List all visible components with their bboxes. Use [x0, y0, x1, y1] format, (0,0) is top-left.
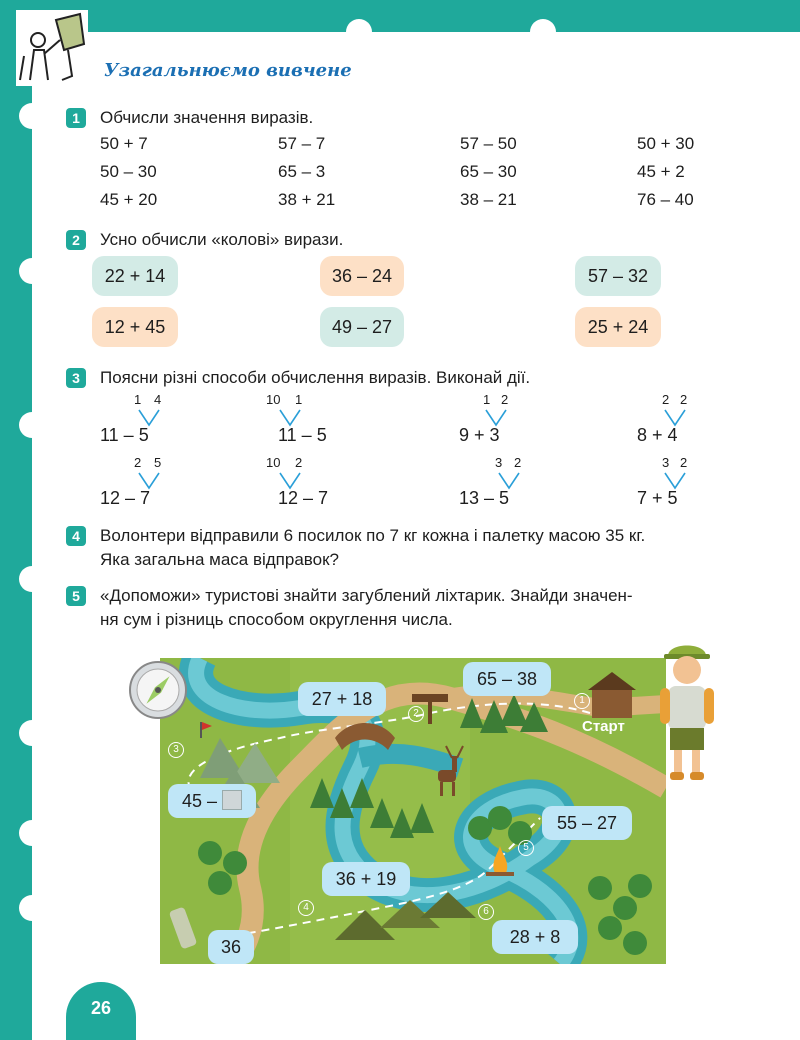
split-part: 2 [295, 455, 303, 470]
binder-notch [530, 19, 556, 45]
task-4-line-2: Яка загальна маса відправок? [100, 550, 339, 569]
route-step-marker: 6 [478, 904, 494, 920]
task-number-badge: 2 [66, 230, 86, 250]
map-expression-box: 65 – 38 [463, 662, 551, 696]
split-expression: 12 – 7 [100, 488, 151, 508]
page-number: 26 [66, 982, 136, 1040]
map-expression-box: 36 + 19 [322, 862, 410, 896]
split-part: 1 [134, 392, 142, 407]
expression: 38 – 21 [460, 190, 517, 209]
split-expression: 11 – 5 [278, 425, 327, 445]
split-part: 10 [266, 455, 281, 470]
binder-notch [19, 103, 45, 129]
expression: 50 + 7 [100, 134, 148, 153]
expression: 45 + 20 [100, 190, 158, 209]
split-part: 3 [495, 455, 503, 470]
split-part: 2 [134, 455, 142, 470]
binder-notch [19, 412, 45, 438]
section-title: Узагальнюємо вивчене [104, 60, 352, 81]
split-expression: 9 + 3 [459, 425, 500, 445]
expression: 65 – 3 [278, 162, 326, 181]
route-step-marker: 2 [408, 706, 424, 722]
map-expression-box: 27 + 18 [298, 682, 386, 716]
map-expression-text: 45 – [181, 791, 218, 811]
task-number-badge: 1 [66, 108, 86, 128]
binder-notch [19, 820, 45, 846]
map-expression-box: 28 + 8 [492, 920, 578, 954]
task-3-text: Поясни різні способи обчислення виразів. Виконай дії. [100, 368, 531, 387]
map-expression-box [168, 784, 256, 818]
split-expression: 13 – 5 [459, 488, 510, 508]
binder-notch [19, 566, 45, 592]
top-frame [0, 0, 800, 32]
task-2-text: Усно обчисли «колові» вирази. [100, 230, 344, 249]
round-expression: 12 + 45 [92, 307, 178, 347]
split-part: 2 [662, 392, 670, 407]
round-expression: 57 – 32 [575, 256, 661, 296]
expression: 76 – 40 [637, 190, 694, 209]
task-5-line-1: «Допоможи» туристові знайти загублений ліхтарик. Знайди значен- [100, 586, 633, 605]
round-expression: 25 + 24 [575, 307, 661, 347]
route-step-marker: 5 [518, 840, 534, 856]
split-part: 2 [514, 455, 522, 470]
expression: 45 + 2 [637, 162, 685, 181]
start-label: Старт [582, 718, 625, 735]
split-part: 2 [680, 392, 688, 407]
compass-icon [128, 660, 188, 720]
mascot-icon [16, 10, 88, 86]
map-answer-box: 36 [208, 930, 254, 964]
round-expression: 36 – 24 [320, 256, 404, 296]
task-number-badge: 3 [66, 368, 86, 388]
task-number-badge: 4 [66, 526, 86, 546]
expression: 57 – 50 [460, 134, 517, 153]
left-frame [0, 0, 32, 1040]
split-part: 2 [501, 392, 509, 407]
map-expression-box: 55 – 27 [542, 806, 632, 840]
binder-notch [19, 895, 45, 921]
task-4-line-1: Волонтери відправили 6 посилок по 7 кг кожна і палетку масою 35 кг. [100, 526, 646, 545]
expression: 50 – 30 [100, 162, 157, 181]
split-part: 3 [662, 455, 670, 470]
expression: 65 – 30 [460, 162, 517, 181]
route-step-marker: 3 [168, 742, 184, 758]
answer-placeholder [222, 790, 242, 810]
split-part: 1 [295, 392, 303, 407]
task-1-text: Обчисли значення виразів. [100, 108, 314, 127]
split-expression: 11 – 5 [100, 425, 149, 445]
round-expression: 22 + 14 [92, 256, 178, 296]
split-expression: 12 – 7 [278, 488, 329, 508]
split-part: 4 [154, 392, 162, 407]
split-expression: 7 + 5 [637, 488, 678, 508]
binder-notch [19, 720, 45, 746]
task-5-line-2: ня сум і різниць способом округлення числа. [100, 610, 453, 629]
expression: 38 + 21 [278, 190, 336, 209]
split-part: 10 [266, 392, 281, 407]
binder-notch [19, 258, 45, 284]
split-part: 2 [680, 455, 688, 470]
round-expression: 49 – 27 [320, 307, 404, 347]
tourist-icon [656, 636, 718, 784]
expression: 50 + 30 [637, 134, 695, 153]
split-part: 5 [154, 455, 162, 470]
route-step-marker: 4 [298, 900, 314, 916]
binder-notch [346, 19, 372, 45]
split-expression: 8 + 4 [637, 425, 678, 445]
expression: 57 – 7 [278, 134, 326, 153]
split-part: 1 [483, 392, 491, 407]
task-number-badge: 5 [66, 586, 86, 606]
route-step-marker: 1 [574, 693, 590, 709]
